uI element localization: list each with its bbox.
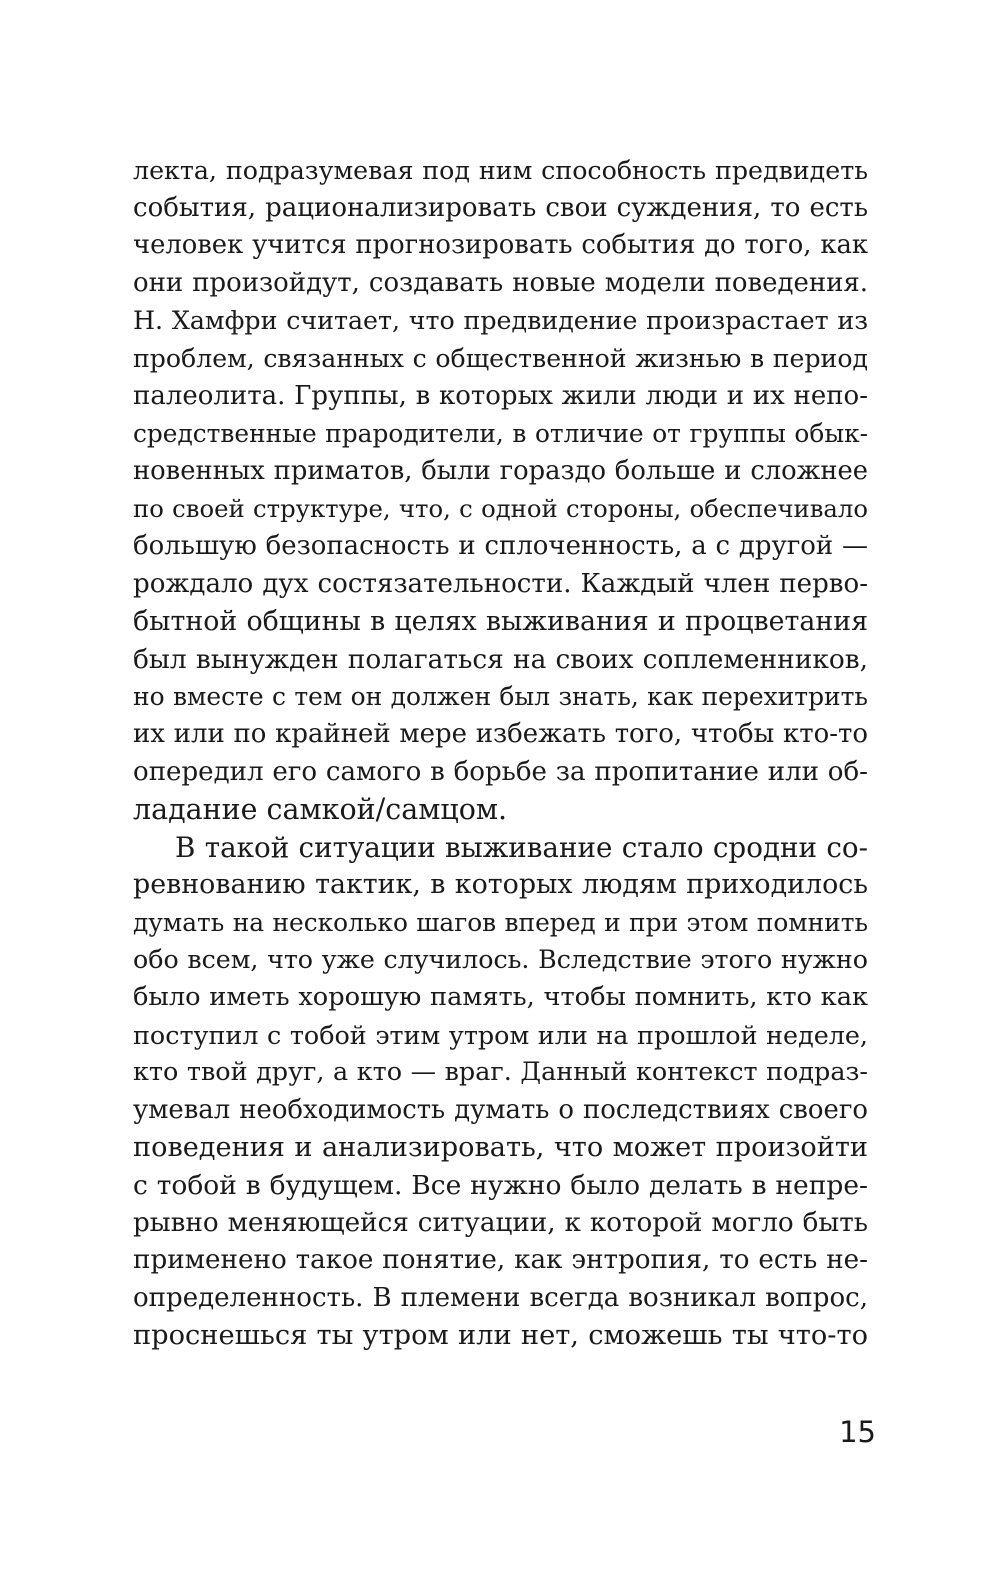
text-line: был вынужден полагаться на своих соплеменников, [133,643,868,675]
text-line: палеолита. Группы, в которых жили люди и их непо- [133,380,868,411]
text-line: по своей структуре, что, с одной стороны, обеспечивало [133,494,868,524]
text-line: человек учится прогнозировать события до того, как [133,230,868,261]
text-line: думать на несколько шагов вперед и при этом помнить [133,907,868,937]
text-line: обо всем, что уже случилось. Вследствие этого нужно [133,945,868,975]
text-line: бытной общины в целях выживания и процветания [133,606,868,638]
text-line: новенных приматов, были гораздо больше и сложнее [133,455,868,486]
text-line: с тобой в будущем. Все нужно было делать в непре- [133,1170,868,1202]
text-line: проблем, связанных с общественной жизнью в период [133,343,868,373]
text-line: применено такое понятие, как энтропия, то есть не- [133,1245,868,1276]
text-line: рывно меняющейся ситуации, к которой могло быть [133,1207,868,1238]
text-line: Н. Хамфри считает, что предвидение произрастает из [133,306,868,336]
page-number: 15 [839,1415,876,1449]
text-line: опередил его самого в борьбе за пропитание или об- [133,756,868,787]
text-line: средственные прародители, в отличие от группы обык- [133,419,868,449]
text-line: ревнованию тактик, в которых людям приходилось [133,869,868,901]
text-line: события, рационализировать свои суждения, то есть [133,192,868,223]
text-line: но вместе с тем он должен был знать, как перехитрить [133,682,868,712]
text-line: большую безопасность и сплоченность, а с другой — [133,530,868,561]
text-line: ладание самкой/самцом. [133,793,508,827]
text-line: поступил с тобой этим утром или на прошлой неделе, [133,1019,868,1050]
text-line: поведения и анализировать, что может произойти [133,1132,868,1164]
text-line: лекта, подразумевая под ним способность предвидеть [133,156,868,185]
text-line: определенность. В племени всегда возникал вопрос, [133,1282,868,1313]
text-line: умевал необходимость думать о последствиях своего [133,1094,868,1125]
body-text [133,152,868,1355]
text-line: было иметь хорошую память, чтобы помнить, кто как [133,982,868,1013]
text-line: В такой ситуации выживание стало сродни со- [175,830,868,864]
text-line: проснешься ты утром или нет, сможешь ты что-то [133,1320,868,1352]
text-line: они произойдут, создавать новые модели поведения. [133,267,868,298]
text-line: кто твой друг, а кто — враг. Данный контекст подраз- [133,1057,868,1088]
text-line: их или по крайней мере избежать того, чтобы кто-то [133,718,868,749]
text-line: рождало дух состязательности. Каждый член перво- [133,568,868,599]
